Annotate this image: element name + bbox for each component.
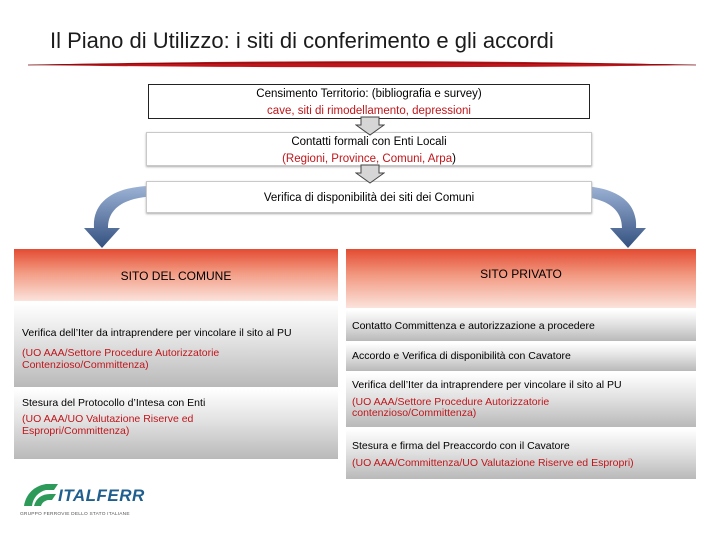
italferr-brand: ITALFERR <box>58 486 145 505</box>
comune-block-protocol <box>14 389 338 459</box>
privato-agreement-text: Accordo e Verifica di disponibilità con Cavatore <box>352 350 571 362</box>
privato-header-panel <box>346 249 696 308</box>
contacts-line1: Contatti formali con Enti Locali <box>291 136 447 148</box>
comune-block-iter <box>14 303 338 387</box>
comune-header-panel <box>14 249 338 301</box>
contacts-paren: ) <box>452 153 456 165</box>
privato-iter-text: Verifica dell’Iter da intraprendere per vincolare il sito al PU <box>352 379 622 391</box>
italferr-logo <box>20 480 170 524</box>
privato-row-agreement <box>346 343 696 371</box>
comune-iter-office-line2: Contenzioso/Committenza) <box>22 359 149 371</box>
comune-header: SITO DEL COMUNE <box>120 269 232 283</box>
comune-iter-office-line1: (UO AAA/Settore Procedure Autorizzatorie <box>22 347 220 359</box>
privato-preagreement-office: (UO AAA/Committenza/UO Valutazione Riserve ed Espropri) <box>352 457 634 469</box>
contacts-box <box>146 132 592 166</box>
comune-protocol-text: Stesura del Protocollo d’Intesa con Enti <box>22 397 206 409</box>
slide-title: Il Piano di Utilizzo: i siti di conferimento e gli accordi <box>50 28 554 53</box>
italferr-mark-icon <box>20 480 60 510</box>
privato-header: SITO PRIVATO <box>480 267 562 281</box>
privato-iter-office-line1: (UO AAA/Settore Procedure Autorizzatorie <box>352 396 550 408</box>
availability-box <box>146 181 592 213</box>
comune-protocol-office-line1: (UO AAA/UO Valutazione Riserve ed <box>22 413 194 425</box>
down-arrow-icon <box>355 116 385 136</box>
privato-contact-text: Contatto Committenza e autorizzazione a procedere <box>352 320 595 332</box>
census-line1: Censimento Territorio: (bibliografia e survey) <box>256 88 482 100</box>
privato-row-preagreement <box>346 429 696 479</box>
privato-row-contact <box>346 310 696 341</box>
contacts-entities: (Regioni, Province, Comuni, Arpa <box>282 153 453 165</box>
down-arrow-icon <box>355 164 385 184</box>
comune-protocol-office-line2: Espropri/Committenza) <box>22 425 130 437</box>
availability-line: Verifica di disponibilità dei siti dei Comuni <box>263 192 475 204</box>
title-underline <box>28 58 696 70</box>
privato-preagreement-text: Stesura e firma del Preaccordo con il Cavatore <box>352 440 570 452</box>
census-line2: cave, siti di rimodellamento, depressioni <box>267 105 471 117</box>
census-box <box>148 84 590 119</box>
comune-iter-text: Verifica dell’Iter da intraprendere per vincolare il sito al PU <box>22 327 292 339</box>
privato-iter-office-line2: contenzioso/Committenza) <box>352 407 477 419</box>
italferr-tagline: GRUPPO FERROVIE DELLO STATO ITALIANE <box>20 512 130 517</box>
privato-row-iter <box>346 373 696 427</box>
